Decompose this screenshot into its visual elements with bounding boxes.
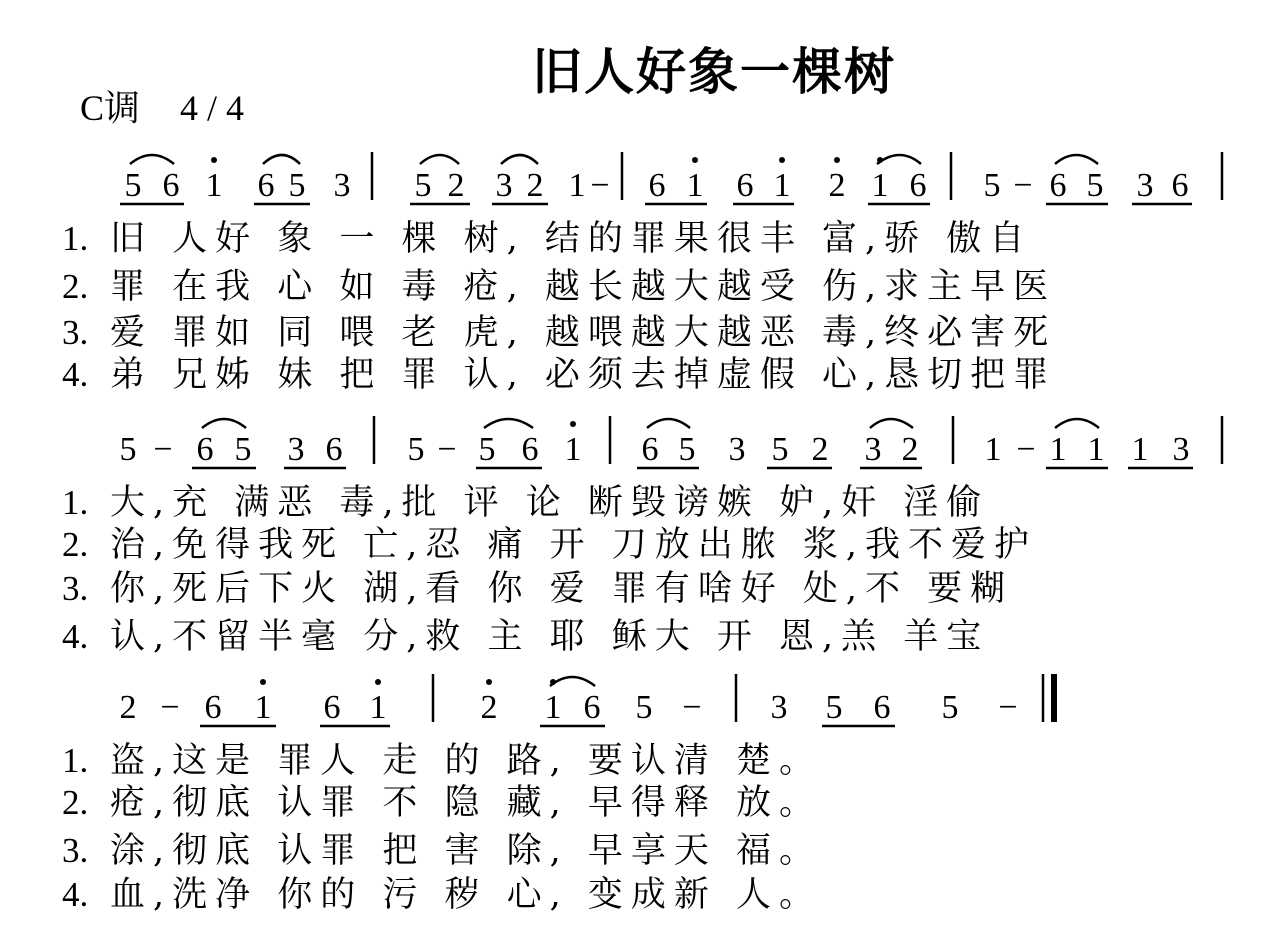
svg-text:2: 2 xyxy=(119,689,137,726)
svg-text:−: − xyxy=(1013,167,1033,204)
svg-text:3: 3 xyxy=(864,431,882,468)
svg-text:−: − xyxy=(437,431,457,468)
lyric-text: 血,洗净 你的 污 秽 心, 变成新 人。 xyxy=(110,875,823,915)
svg-text:3: 3 xyxy=(495,167,513,204)
svg-text:6: 6 xyxy=(323,689,341,726)
svg-text:5: 5 xyxy=(288,167,306,204)
lyric-line xyxy=(62,522,1037,568)
svg-text:5: 5 xyxy=(407,431,425,468)
verse-number: 1. xyxy=(62,741,89,780)
svg-text:3: 3 xyxy=(770,689,788,726)
svg-text:5: 5 xyxy=(478,431,496,468)
lyric-text: 罪 在我 心 如 毒 疮, 越长越大越受 伤,求主早医 xyxy=(110,267,1057,307)
lyric-text: 疮,彻底 认罪 不 隐 藏, 早得释 放。 xyxy=(110,783,823,823)
svg-text:−: − xyxy=(998,689,1018,726)
svg-text:6: 6 xyxy=(1049,167,1067,204)
svg-text:1: 1 xyxy=(369,689,387,726)
svg-text:6: 6 xyxy=(641,431,659,468)
svg-text:5: 5 xyxy=(825,689,843,726)
verse-number: 1. xyxy=(62,483,89,522)
lyric-text: 弟 兄姊 妹 把 罪 认, 必须去掉虚假 心,恳切把罪 xyxy=(110,355,1057,395)
svg-text:−: − xyxy=(682,689,702,726)
svg-text:1: 1 xyxy=(773,167,791,204)
svg-text:6: 6 xyxy=(196,431,214,468)
verse-number: 4. xyxy=(62,617,89,656)
verse-number: 3. xyxy=(62,831,89,870)
lyric-text: 认,不留半毫 分,救 主 耶 稣大 开 恩,羔 羊宝 xyxy=(110,617,990,657)
svg-text:1: 1 xyxy=(686,167,704,204)
verse-number: 1. xyxy=(62,219,89,258)
svg-text:6: 6 xyxy=(325,431,343,468)
svg-text:3: 3 xyxy=(1136,167,1154,204)
barlines xyxy=(433,674,1054,722)
lyric-text: 涂,彻底 认罪 把 害 除, 早享天 福。 xyxy=(110,831,823,871)
lyric-line xyxy=(62,780,822,826)
lyric-text: 旧 人好 象 一 棵 树, 结的罪果很丰 富,骄 傲自 xyxy=(110,219,1033,259)
verse-number: 3. xyxy=(62,569,89,608)
svg-text:6: 6 xyxy=(909,167,927,204)
svg-text:5: 5 xyxy=(771,431,789,468)
ties xyxy=(550,677,595,686)
svg-text:1: 1 xyxy=(205,167,223,204)
svg-text:2: 2 xyxy=(480,689,498,726)
notes xyxy=(125,167,1189,204)
lyric-line xyxy=(62,352,1056,398)
lyric-text: 大,充 满恶 毒,批 评 论 断毁谤嫉 妒,奸 淫偷 xyxy=(110,483,990,523)
svg-text:3: 3 xyxy=(287,431,305,468)
verse-number: 2. xyxy=(62,525,89,564)
lyric-line xyxy=(62,264,1056,310)
notes xyxy=(120,689,1018,726)
lyric-text: 爱 罪如 同 喂 老 虎, 越喂越大越恶 毒,终必害死 xyxy=(110,313,1057,353)
lyric-line xyxy=(62,480,989,526)
svg-text:1: 1 xyxy=(1087,431,1105,468)
svg-text:5: 5 xyxy=(234,431,252,468)
svg-text:2: 2 xyxy=(811,431,829,468)
svg-text:6: 6 xyxy=(162,167,180,204)
svg-text:5: 5 xyxy=(119,431,137,468)
notation-system-2 xyxy=(0,412,1269,482)
svg-text:1: 1 xyxy=(564,431,582,468)
verse-number: 3. xyxy=(62,313,89,352)
notation-system-1 xyxy=(0,148,1269,218)
svg-text:5: 5 xyxy=(1086,167,1104,204)
lyric-text: 盗,这是 罪人 走 的 路, 要认清 楚。 xyxy=(110,741,823,781)
song-title: 旧人好象一棵树 xyxy=(532,43,896,101)
svg-text:6: 6 xyxy=(257,167,275,204)
svg-text:6: 6 xyxy=(873,689,891,726)
ties xyxy=(202,419,1099,428)
svg-text:2: 2 xyxy=(447,167,465,204)
verse-number: 2. xyxy=(62,783,89,822)
lyric-line xyxy=(62,310,1056,356)
key-signature xyxy=(80,80,244,131)
svg-text:6: 6 xyxy=(521,431,539,468)
svg-text:6: 6 xyxy=(648,167,666,204)
svg-text:−: − xyxy=(160,689,180,726)
svg-text:−: − xyxy=(1016,431,1036,468)
svg-text:6: 6 xyxy=(204,689,222,726)
svg-text:−: − xyxy=(590,167,610,204)
svg-text:5: 5 xyxy=(635,689,653,726)
svg-text:5: 5 xyxy=(678,431,696,468)
verse-number: 2. xyxy=(62,267,89,306)
lyric-line xyxy=(62,216,1032,262)
svg-text:2: 2 xyxy=(828,167,846,204)
lyric-line xyxy=(62,738,822,784)
lyric-line xyxy=(62,566,1013,612)
svg-text:5: 5 xyxy=(124,167,142,204)
high-dots xyxy=(570,421,576,427)
svg-text:1: 1 xyxy=(1049,431,1067,468)
svg-text:−: − xyxy=(153,431,173,468)
svg-text:5: 5 xyxy=(983,167,1001,204)
svg-text:1: 1 xyxy=(1131,431,1149,468)
lyric-line xyxy=(62,614,989,660)
svg-text:6: 6 xyxy=(583,689,601,726)
notation-system-3 xyxy=(0,670,1269,740)
svg-text:1: 1 xyxy=(568,167,586,204)
svg-text:1: 1 xyxy=(984,431,1002,468)
lyric-text: 你,死后下火 湖,看 你 爱 罪有啥好 处,不 要糊 xyxy=(110,569,1014,609)
svg-text:6: 6 xyxy=(736,167,754,204)
lyric-line xyxy=(62,828,822,874)
lyric-text: 治,免得我死 亡,忍 痛 开 刀放出脓 浆,我不爱护 xyxy=(110,525,1038,565)
svg-text:5: 5 xyxy=(414,167,432,204)
svg-text:2: 2 xyxy=(901,431,919,468)
svg-text:2: 2 xyxy=(526,167,544,204)
ties xyxy=(130,155,1098,164)
high-dots xyxy=(260,679,556,685)
high-dots xyxy=(211,157,883,163)
verse-number: 4. xyxy=(62,875,89,914)
key-label: C调 xyxy=(80,88,141,128)
verse-number: 4. xyxy=(62,355,89,394)
svg-text:6: 6 xyxy=(1171,167,1189,204)
svg-text:1: 1 xyxy=(871,167,889,204)
svg-text:3: 3 xyxy=(333,167,351,204)
svg-text:1: 1 xyxy=(544,689,562,726)
svg-text:3: 3 xyxy=(1172,431,1190,468)
time-signature: 4 / 4 xyxy=(180,88,245,128)
svg-text:1: 1 xyxy=(254,689,272,726)
lyric-line xyxy=(62,872,822,918)
notes xyxy=(120,431,1190,468)
svg-text:5: 5 xyxy=(941,689,959,726)
svg-text:3: 3 xyxy=(728,431,746,468)
